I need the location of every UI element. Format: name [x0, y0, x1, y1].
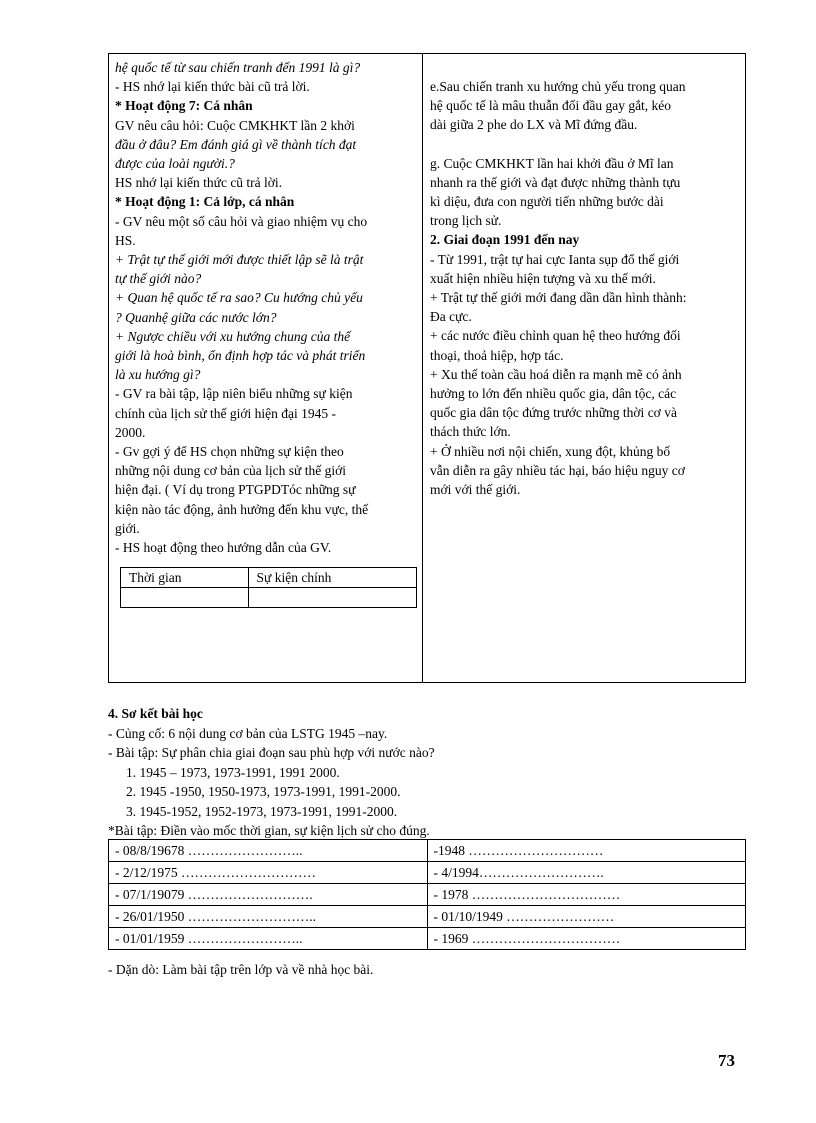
text-line: mới với thế giới. [430, 482, 521, 498]
text-line: - Từ 1991, trật tự hai cực Ianta sụp đổ thế giới [430, 251, 680, 267]
option-item: 2. 1945 -1950, 1950-1973, 1973-1991, 1991-2000. [126, 784, 401, 799]
text-line: + các nước điều chỉnh quan hệ theo hướng đối [430, 328, 681, 344]
page-number: 73 [718, 1051, 735, 1070]
table-cell: -1948 ………………………… [427, 840, 746, 862]
text-line: HS. [115, 232, 136, 248]
text-line: - HS nhớ lại kiến thức bài cũ trả lời. [115, 79, 310, 95]
table-row [109, 928, 746, 950]
fill-in-table [108, 839, 746, 950]
text-line: quốc gia dân tộc đứng trước những thời cơ và [430, 405, 677, 421]
table-header-cell: Sự kiện chính [248, 568, 416, 588]
lesson-table [108, 53, 746, 683]
table-row [121, 588, 417, 608]
text-line: nhanh ra thế giới và đạt được những thành tựu [430, 174, 681, 190]
text-line: hiện đại. ( Ví dụ trong PTGPDTóc những sự [115, 482, 356, 498]
text-line: chính của lịch sử thế giới hiện đại 1945 - [115, 405, 337, 421]
table-cell: - 1969 …………………………… [427, 928, 746, 950]
text-line: + Trật tự thế giới mới được thiết lập sẽ là trật [115, 252, 364, 268]
text-line: * Hoạt động 1: Cả lớp, cá nhân [115, 194, 295, 210]
table-header-row [121, 568, 417, 588]
summary-line: - Bài tập: Sự phân chia giai đoạn sau phù hợp với nước nào? [108, 745, 435, 760]
text-line: + Ở nhiều nơi nội chiến, xung đột, khủng bố [430, 443, 671, 459]
table-cell: - 26/01/1950 ……………………….. [109, 906, 428, 928]
text-line: hưởng to lớn đến nhiều quốc gia, dân tộc, các [430, 386, 677, 402]
text-line [430, 58, 739, 77]
table-row [109, 862, 746, 884]
text-line [430, 135, 739, 154]
text-line: e.Sau chiến tranh xu hướng chủ yếu trong quan [430, 79, 686, 94]
text-line: là xu hướng gì? [115, 367, 201, 383]
text-line: hệ quốc tế là mâu thuẫn đối đầu gay gắt, kéo [430, 98, 672, 114]
text-line: xuất hiện nhiều hiện tượng và xu thế mới. [430, 270, 656, 286]
text-line: hệ quốc tế từ sau chiến tranh đến 1991 là gì? [115, 60, 361, 75]
homework-note: - Dặn dò: Làm bài tập trên lớp và về nhà học bài. [108, 962, 374, 977]
table-cell [248, 588, 416, 608]
text-line: - GV nêu một số câu hỏi và giao nhiệm vụ cho [115, 213, 368, 229]
text-line: Đa cực. [430, 309, 472, 325]
text-line: - Gv gợi ý để HS chọn những sự kiện theo [115, 444, 344, 460]
text-line: - GV ra bài tập, lập niên biểu những sự kiện [115, 386, 353, 402]
text-line: giới là hoà bình, ổn định hợp tác và phát triển [115, 348, 366, 364]
table-cell: - 07/1/19079 ………………………. [109, 884, 428, 906]
text-line: g. Cuộc CMKHKT lần hai khởi đầu ở Mĩ lan [430, 155, 674, 171]
summary-section [108, 704, 748, 841]
table-cell: - 2/12/1975 ………………………… [109, 862, 428, 884]
table-row [109, 840, 746, 862]
text-line: 2000. [115, 424, 146, 440]
text-line: HS nhớ lại kiến thức cũ trả lời. [115, 175, 283, 191]
text-line: + Quan hệ quốc tế ra sao? Cu hướng chủ yếu [115, 290, 363, 306]
text-line: thách thức lớn. [430, 424, 511, 440]
table-cell: - 01/10/1949 …………………… [427, 906, 746, 928]
exercise-title: *Bài tập: Điền vào mốc thời gian, sự kiện lịch sử cho đúng. [108, 823, 430, 838]
text-line: kì diệu, đưa con người tiến những bước dài [430, 194, 664, 210]
text-line: kiện nào tác động, ảnh hưởng đến khu vực, thế [115, 501, 369, 517]
table-cell: - 08/8/19678 …………………….. [109, 840, 428, 862]
text-line: ? Quanhệ giữa các nước lớn? [115, 309, 277, 325]
option-item: 3. 1945-1952, 1952-1973, 1973-1991, 1991-2000. [126, 803, 398, 819]
table-cell: - 1978 …………………………… [427, 884, 746, 906]
teacher-activity-column [109, 54, 423, 682]
option-item: 1. 1945 – 1973, 1973-1991, 1991 2000. [126, 764, 340, 780]
text-line: + Trật tự thế giới mới đang dần dần hình thành: [430, 290, 687, 306]
summary-line: - Củng cố: 6 nội dung cơ bản của LSTG 1945 –nay. [108, 725, 388, 741]
text-line: trong lịch sử. [430, 213, 502, 229]
table-cell [121, 588, 249, 608]
section-title: 4. Sơ kết bài học [108, 706, 203, 721]
text-line: vẫn diễn ra gây nhiều tác hại, báo hiệu nguy cơ [430, 462, 685, 478]
text-line: + Xu thế toàn cầu hoá diễn ra mạnh mẽ có ảnh [430, 366, 682, 382]
content-column [423, 54, 745, 682]
table-header-cell: Thời gian [121, 568, 249, 588]
table-row [109, 884, 746, 906]
text-line: dài giữa 2 phe do LX và Mĩ đứng đầu. [430, 117, 638, 133]
table-row [109, 906, 746, 928]
text-line: - HS hoạt động theo hướng dẫn của GV. [115, 540, 332, 556]
text-line: đầu ở đâu? Em đánh giá gì về thành tích đạt [115, 136, 357, 152]
table-cell: - 01/01/1959 …………………….. [109, 928, 428, 950]
text-line: những nội dung cơ bản của lịch sử thế giới [115, 463, 346, 479]
text-line: giới. [115, 520, 140, 536]
text-line: tự thế giới nào? [115, 271, 202, 287]
text-line: 2. Giai đoạn 1991 đến nay [430, 232, 580, 248]
text-line: + Ngược chiều với xu hướng chung của thế [115, 328, 351, 344]
text-line: GV nêu câu hỏi: Cuộc CMKHKT lần 2 khởi [115, 117, 355, 133]
text-line: thoại, thoả hiệp, hợp tác. [430, 347, 564, 363]
text-line: được của loài người.? [115, 156, 235, 172]
table-cell: - 4/1994………………………. [427, 862, 746, 884]
timeline-table [120, 567, 417, 608]
text-line: * Hoạt động 7: Cá nhân [115, 98, 253, 114]
